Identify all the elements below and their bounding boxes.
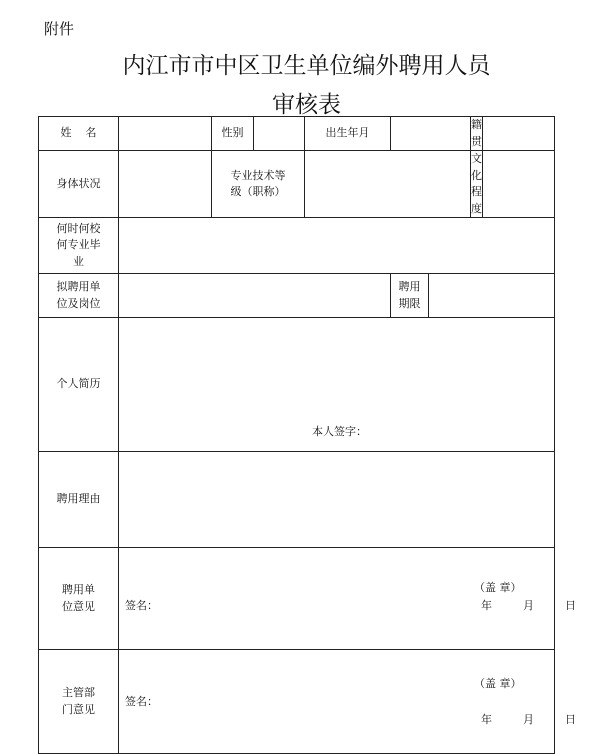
birth-label: 出生年月 — [305, 117, 391, 151]
pro-title-label-line1: 专业技术等 — [230, 168, 286, 182]
dept-opinion-label-line2: 门意见 — [62, 702, 95, 716]
name-label: 姓 名 — [39, 117, 119, 151]
unit-year-label: 年 — [481, 599, 492, 612]
education-label-line2: 程度 — [471, 185, 482, 215]
dept-sign-label: 签名： — [125, 695, 158, 708]
attachment-label: 附件 — [44, 20, 75, 38]
dept-seal-label: （盖 章） — [474, 677, 522, 690]
form-title: 内江市市中区卫生单位编外聘用人员 — [122, 53, 491, 79]
school-label — [39, 218, 119, 274]
term-label-line1: 聘用 — [398, 280, 421, 293]
gender-field[interactable] — [254, 117, 305, 151]
birth-field[interactable] — [391, 117, 471, 151]
dept-opinion-label — [39, 650, 119, 754]
pro-title-field[interactable] — [305, 151, 471, 218]
resume-label: 个人简历 — [39, 318, 119, 452]
position-field[interactable] — [119, 274, 391, 318]
resume-field[interactable] — [119, 318, 555, 452]
school-label-line1: 何时何校 — [56, 221, 101, 235]
reason-field[interactable] — [119, 452, 555, 548]
unit-opinion-field[interactable] — [119, 548, 576, 650]
unit-opinion-label-line2: 位意见 — [62, 599, 95, 613]
position-label-line2: 位及岗位 — [56, 296, 101, 310]
self-signature-label: 本人签字： — [312, 425, 367, 438]
unit-opinion-label — [39, 548, 119, 650]
education-field[interactable] — [483, 151, 555, 218]
health-label: 身体状况 — [39, 151, 119, 218]
unit-day-label: 日 — [565, 599, 576, 612]
unit-opinion-label-line1: 聘用单 — [62, 583, 95, 596]
position-label-line1: 拟聘用单 — [56, 280, 101, 293]
term-label-line2: 期限 — [398, 296, 421, 310]
dept-day-label: 日 — [565, 713, 576, 726]
pro-title-label-line2: 级（职称） — [230, 185, 286, 198]
origin-field[interactable] — [483, 117, 555, 151]
unit-month-label: 月 — [523, 599, 534, 612]
name-field[interactable] — [119, 117, 212, 151]
school-label-line2: 何专业毕 — [56, 238, 101, 252]
term-field[interactable] — [429, 274, 555, 318]
term-label — [391, 274, 429, 318]
dept-opinion-label-line1: 主管部 — [62, 686, 95, 699]
reason-label: 聘用理由 — [39, 452, 119, 548]
education-label — [471, 151, 483, 218]
dept-month-label: 月 — [523, 713, 534, 726]
dept-opinion-field[interactable] — [119, 650, 576, 754]
origin-label: 籍贯 — [471, 117, 483, 151]
education-label-line1: 文化 — [471, 152, 482, 182]
review-form-table — [38, 116, 576, 754]
unit-seal-label: （盖 章） — [474, 581, 522, 594]
position-label — [39, 274, 119, 318]
health-field[interactable] — [119, 151, 212, 218]
pro-title-label — [212, 151, 305, 218]
unit-sign-label: 签名： — [125, 599, 158, 612]
form-subtitle: 审核表 — [272, 92, 341, 118]
school-label-line3: 业 — [73, 254, 84, 268]
gender-label: 性别 — [212, 117, 254, 151]
school-field[interactable] — [119, 218, 555, 274]
dept-year-label: 年 — [481, 713, 492, 726]
